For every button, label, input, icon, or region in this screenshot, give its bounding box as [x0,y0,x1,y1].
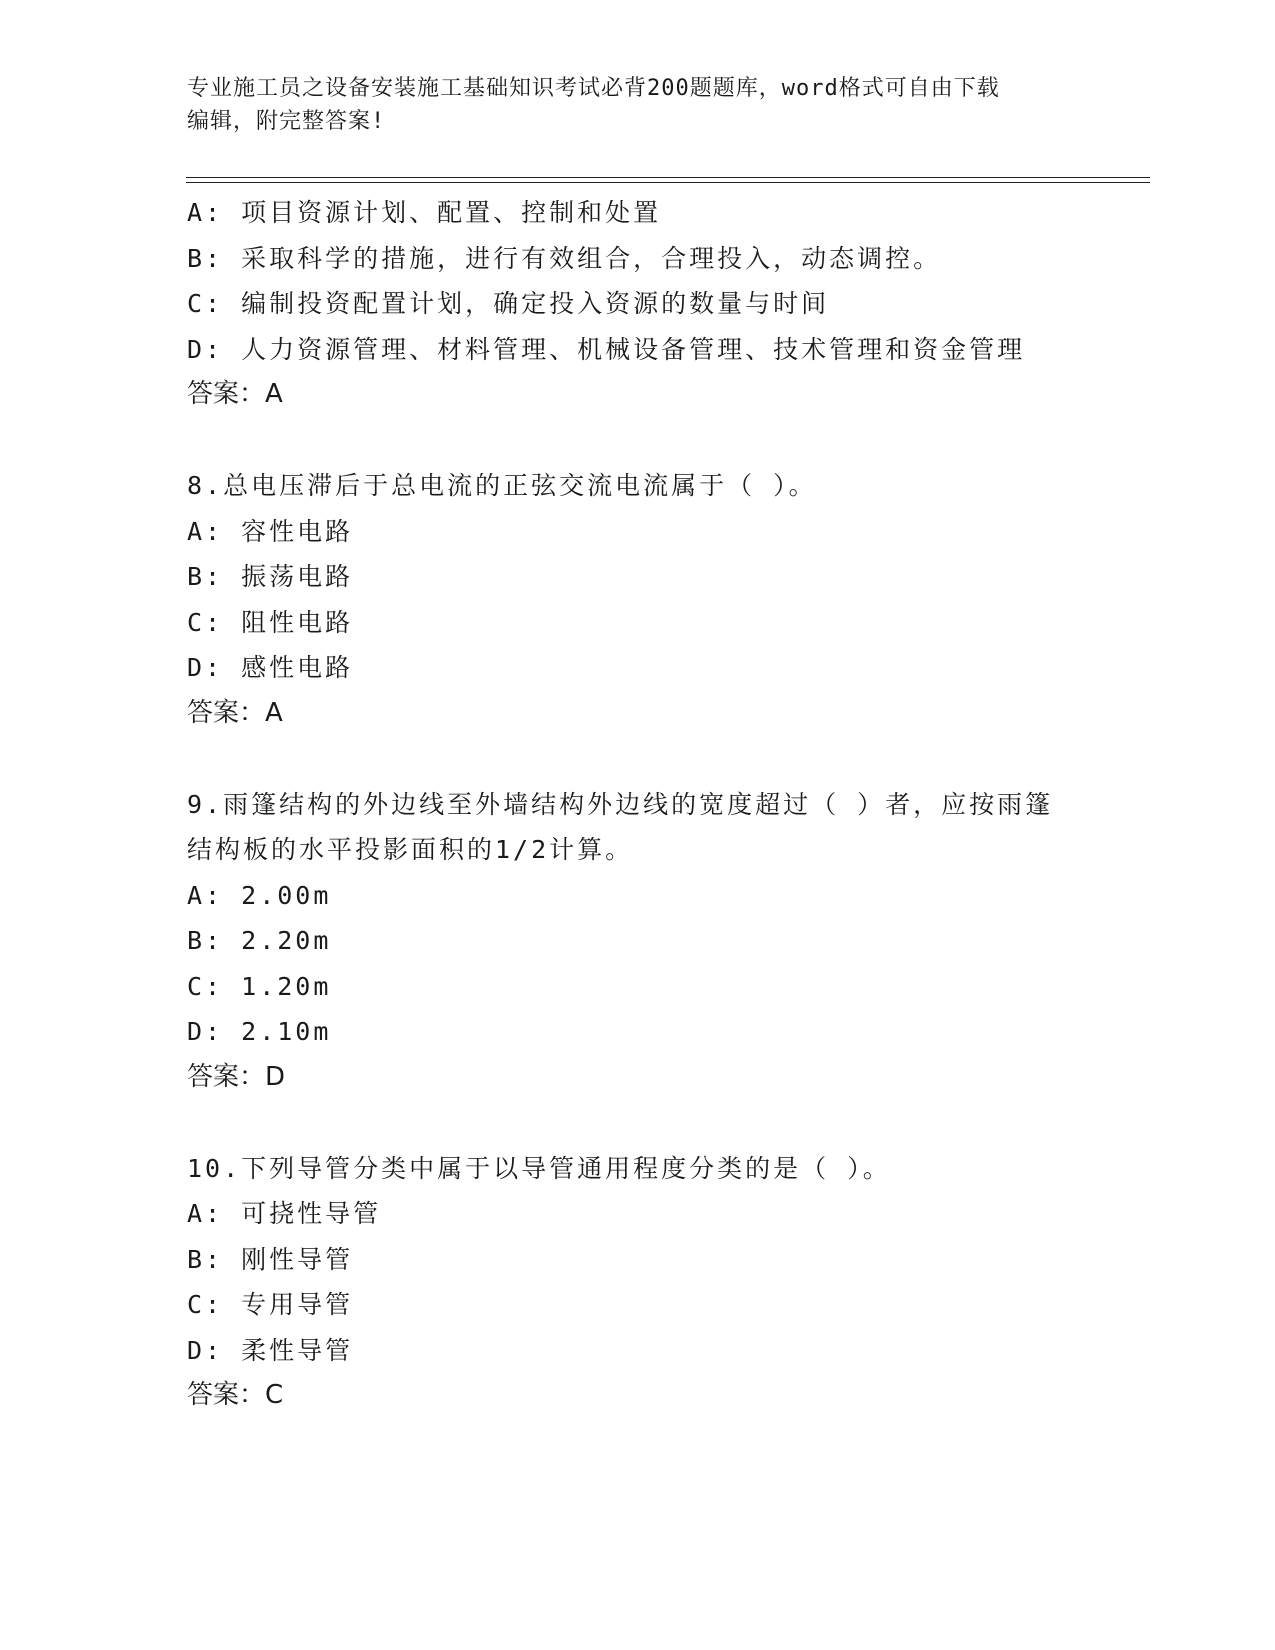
answer-label: 答案：A [187,697,283,728]
option-b: B: 刚性导管 [187,1244,354,1274]
document-header [187,72,1067,138]
option-b: B: 采取科学的措施，进行有效组合，合理投入，动态调控。 [187,243,942,273]
answer-label: 答案：A [187,379,283,409]
answer-label: 答案：C [187,1380,284,1410]
option-b: B: 振荡电路 [187,562,354,591]
question-stem-line-1: 9.雨篷结构的外边线至外墙结构外边线的宽度超过（ ）者，应按雨篷 [187,789,1054,819]
option-d: D: 感性电路 [187,653,354,682]
spacer [187,736,1087,782]
header-title-line-1: 专业施工员之设备安装施工基础知识考试必背200题题库，word格式可自由下载 [187,76,1000,101]
question-stem: 10.下列导管分类中属于以导管通用程度分类的是（ ）。 [187,1153,891,1183]
option-c: C: 编制投资配置计划，确定投入资源的数量与时间 [187,289,830,318]
question-stem: 8.总电压滞后于总电流的正弦交流电流属于（ ）。 [187,471,817,500]
option-d: D: 2.10m [187,1017,332,1046]
option-a: A: 2.00m [187,880,332,910]
option-c: C: 阻性电路 [187,607,354,637]
header-title-line-2: 编辑，附完整答案! [187,109,386,134]
option-a: A: 可挠性导管 [187,1199,382,1228]
option-d: D: 柔性导管 [187,1335,354,1365]
question-10 [187,1146,1087,1419]
header-divider-bottom [186,182,1150,183]
spacer [187,418,1087,464]
option-a: A: 容性电路 [187,516,354,546]
question-list [187,190,1087,1419]
option-d: D: 人力资源管理、材料管理、机械设备管理、技术管理和资金管理 [187,334,1026,364]
spacer [187,1100,1087,1146]
question-7 [187,190,1087,418]
question-stem-line-2: 结构板的水平投影面积的1/2计算。 [187,835,634,864]
question-9 [187,782,1087,1101]
header-divider-top [186,177,1150,178]
answer-label: 答案：D [187,1061,286,1092]
option-a: A: 项目资源计划、配置、控制和处置 [187,198,662,227]
option-c: C: 1.20m [187,971,332,1001]
option-b: B: 2.20m [187,926,332,955]
question-8 [187,463,1087,736]
option-c: C: 专用导管 [187,1290,354,1319]
